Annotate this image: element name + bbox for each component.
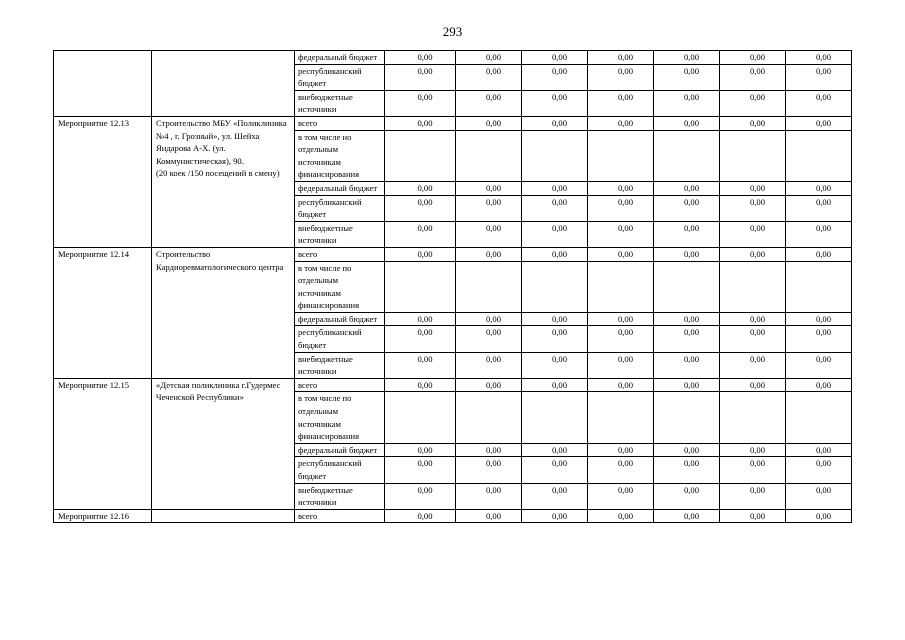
value-cell: 0,00: [654, 483, 720, 509]
value-cell: 0,00: [522, 326, 588, 352]
value-cell: 0,00: [588, 352, 654, 378]
value-cell: 0,00: [456, 64, 522, 90]
value-cell: 0,00: [786, 457, 852, 483]
value-cell: 0,00: [588, 312, 654, 326]
funding-source-cell: в том числе но отдельным источникам финансирования: [295, 130, 385, 181]
value-cell: 0,00: [786, 483, 852, 509]
value-cell: 0,00: [522, 51, 588, 65]
value-cell: 0,00: [385, 443, 456, 457]
value-cell: [720, 392, 786, 443]
value-cell: 0,00: [720, 64, 786, 90]
value-cell: 0,00: [654, 378, 720, 392]
value-cell: 0,00: [786, 116, 852, 130]
budget-table: [53, 50, 852, 523]
value-cell: [588, 130, 654, 181]
value-cell: [654, 130, 720, 181]
value-cell: 0,00: [786, 443, 852, 457]
value-cell: 0,00: [385, 457, 456, 483]
event-label-cell: [54, 51, 152, 117]
value-cell: 0,00: [522, 378, 588, 392]
value-cell: 0,00: [522, 221, 588, 247]
event-name-cell: [152, 51, 295, 117]
value-cell: 0,00: [786, 326, 852, 352]
value-cell: 0,00: [654, 443, 720, 457]
table-row: [54, 51, 852, 65]
value-cell: 0,00: [720, 509, 786, 523]
table-row: [54, 247, 852, 261]
value-cell: [456, 130, 522, 181]
value-cell: 0,00: [720, 181, 786, 195]
value-cell: [654, 261, 720, 312]
value-cell: [456, 392, 522, 443]
value-cell: 0,00: [385, 326, 456, 352]
value-cell: 0,00: [385, 247, 456, 261]
event-name-cell: [152, 509, 295, 523]
value-cell: 0,00: [786, 221, 852, 247]
event-name-text: Строительство МБУ «Поликлиника №4 , г. Грозный», ул. Шейха Яндарова А-Х. (ул. Коммунистическая), 90. (20 коек /150 посещений в смену): [156, 117, 287, 179]
value-cell: 0,00: [385, 483, 456, 509]
funding-source-cell: всего: [295, 378, 385, 392]
value-cell: 0,00: [385, 352, 456, 378]
value-cell: 0,00: [522, 64, 588, 90]
value-cell: 0,00: [786, 509, 852, 523]
event-name-cell: [152, 116, 295, 247]
value-cell: 0,00: [588, 483, 654, 509]
value-cell: [385, 130, 456, 181]
value-cell: 0,00: [522, 457, 588, 483]
value-cell: 0,00: [720, 457, 786, 483]
value-cell: 0,00: [456, 181, 522, 195]
funding-source-cell: республиканский бюджет: [295, 195, 385, 221]
funding-source-cell: республиканский бюджет: [295, 326, 385, 352]
value-cell: 0,00: [654, 326, 720, 352]
value-cell: 0,00: [456, 90, 522, 116]
value-cell: [786, 130, 852, 181]
funding-source-cell: в том числе по отдельным источникам финансирования: [295, 392, 385, 443]
funding-source-cell: внебюджетные источники: [295, 90, 385, 116]
value-cell: [786, 392, 852, 443]
value-cell: 0,00: [385, 378, 456, 392]
value-cell: 0,00: [385, 509, 456, 523]
value-cell: 0,00: [654, 116, 720, 130]
value-cell: 0,00: [588, 326, 654, 352]
value-cell: 0,00: [720, 247, 786, 261]
value-cell: 0,00: [786, 352, 852, 378]
value-cell: 0,00: [456, 443, 522, 457]
value-cell: 0,00: [456, 352, 522, 378]
value-cell: 0,00: [720, 352, 786, 378]
value-cell: 0,00: [456, 116, 522, 130]
funding-source-cell: внебюджетные источники: [295, 221, 385, 247]
value-cell: 0,00: [522, 181, 588, 195]
value-cell: 0,00: [654, 221, 720, 247]
value-cell: 0,00: [385, 181, 456, 195]
value-cell: 0,00: [522, 116, 588, 130]
value-cell: 0,00: [588, 443, 654, 457]
value-cell: 0,00: [786, 90, 852, 116]
value-cell: 0,00: [588, 64, 654, 90]
value-cell: 0,00: [654, 64, 720, 90]
value-cell: 0,00: [385, 51, 456, 65]
value-cell: [588, 392, 654, 443]
value-cell: [654, 392, 720, 443]
value-cell: [456, 261, 522, 312]
value-cell: 0,00: [654, 51, 720, 65]
value-cell: 0,00: [786, 312, 852, 326]
value-cell: 0,00: [786, 247, 852, 261]
value-cell: 0,00: [720, 90, 786, 116]
value-cell: 0,00: [654, 181, 720, 195]
value-cell: [522, 261, 588, 312]
value-cell: 0,00: [654, 247, 720, 261]
funding-source-cell: внебюджетные источники: [295, 483, 385, 509]
value-cell: 0,00: [522, 312, 588, 326]
page-number: 293: [442, 24, 463, 39]
value-cell: 0,00: [588, 181, 654, 195]
value-cell: 0,00: [654, 312, 720, 326]
value-cell: 0,00: [588, 457, 654, 483]
funding-source-cell: республиканский бюджет: [295, 64, 385, 90]
value-cell: 0,00: [522, 483, 588, 509]
funding-source-cell: федеральный бюджет: [295, 443, 385, 457]
value-cell: 0,00: [588, 116, 654, 130]
value-cell: 0,00: [456, 326, 522, 352]
value-cell: 0,00: [588, 195, 654, 221]
event-label-cell: Мероприятие 12.13: [54, 116, 152, 247]
value-cell: 0,00: [786, 51, 852, 65]
value-cell: 0,00: [588, 51, 654, 65]
funding-source-cell: федеральный бюджет: [295, 312, 385, 326]
value-cell: 0,00: [786, 378, 852, 392]
value-cell: 0,00: [720, 378, 786, 392]
value-cell: 0,00: [720, 51, 786, 65]
value-cell: 0,00: [456, 221, 522, 247]
value-cell: 0,00: [654, 457, 720, 483]
value-cell: 0,00: [522, 247, 588, 261]
value-cell: [786, 261, 852, 312]
value-cell: 0,00: [456, 378, 522, 392]
value-cell: [720, 130, 786, 181]
value-cell: 0,00: [588, 378, 654, 392]
value-cell: 0,00: [522, 90, 588, 116]
value-cell: [522, 392, 588, 443]
value-cell: 0,00: [588, 221, 654, 247]
value-cell: 0,00: [456, 51, 522, 65]
value-cell: 0,00: [456, 509, 522, 523]
value-cell: 0,00: [720, 312, 786, 326]
value-cell: 0,00: [720, 195, 786, 221]
value-cell: [385, 392, 456, 443]
value-cell: [588, 261, 654, 312]
event-label-cell: Мероприятие 12.14: [54, 247, 152, 378]
funding-source-cell: федеральный бюджет: [295, 51, 385, 65]
value-cell: 0,00: [385, 64, 456, 90]
value-cell: [385, 261, 456, 312]
event-label-cell: Мероприятие 12.15: [54, 378, 152, 509]
funding-source-cell: республиканский бюджет: [295, 457, 385, 483]
value-cell: 0,00: [385, 195, 456, 221]
value-cell: 0,00: [456, 312, 522, 326]
value-cell: 0,00: [588, 247, 654, 261]
value-cell: 0,00: [385, 90, 456, 116]
value-cell: 0,00: [588, 509, 654, 523]
value-cell: 0,00: [720, 326, 786, 352]
value-cell: 0,00: [654, 90, 720, 116]
value-cell: 0,00: [720, 483, 786, 509]
value-cell: 0,00: [385, 221, 456, 247]
funding-source-cell: всего: [295, 509, 385, 523]
value-cell: 0,00: [588, 90, 654, 116]
value-cell: 0,00: [786, 181, 852, 195]
value-cell: 0,00: [456, 247, 522, 261]
funding-source-cell: всего: [295, 116, 385, 130]
value-cell: 0,00: [456, 483, 522, 509]
value-cell: 0,00: [522, 352, 588, 378]
funding-source-cell: федеральный бюджет: [295, 181, 385, 195]
value-cell: [522, 130, 588, 181]
value-cell: 0,00: [654, 195, 720, 221]
value-cell: 0,00: [786, 64, 852, 90]
value-cell: [720, 261, 786, 312]
value-cell: 0,00: [522, 509, 588, 523]
value-cell: 0,00: [720, 221, 786, 247]
event-name-text: Строительство Кардиоревматологического центра: [156, 248, 284, 272]
funding-source-cell: внебюджетные источники: [295, 352, 385, 378]
funding-source-cell: всего: [295, 247, 385, 261]
value-cell: 0,00: [385, 116, 456, 130]
event-name-cell: [152, 247, 295, 378]
value-cell: 0,00: [654, 509, 720, 523]
value-cell: 0,00: [720, 443, 786, 457]
value-cell: 0,00: [654, 352, 720, 378]
funding-source-cell: в том числе по отдельным источникам финансирования: [295, 261, 385, 312]
value-cell: 0,00: [385, 312, 456, 326]
event-name-cell: [152, 378, 295, 509]
event-name-text: «Детская поликлиника г.Гудермес Чеченской Республики»: [156, 379, 281, 403]
value-cell: 0,00: [720, 116, 786, 130]
value-cell: 0,00: [456, 195, 522, 221]
table-row: [54, 116, 852, 130]
table-row: [54, 509, 852, 523]
value-cell: 0,00: [522, 443, 588, 457]
value-cell: 0,00: [786, 195, 852, 221]
table-row: [54, 378, 852, 392]
value-cell: 0,00: [456, 457, 522, 483]
event-label-cell: Мероприятие 12.16: [54, 509, 152, 523]
value-cell: 0,00: [522, 195, 588, 221]
